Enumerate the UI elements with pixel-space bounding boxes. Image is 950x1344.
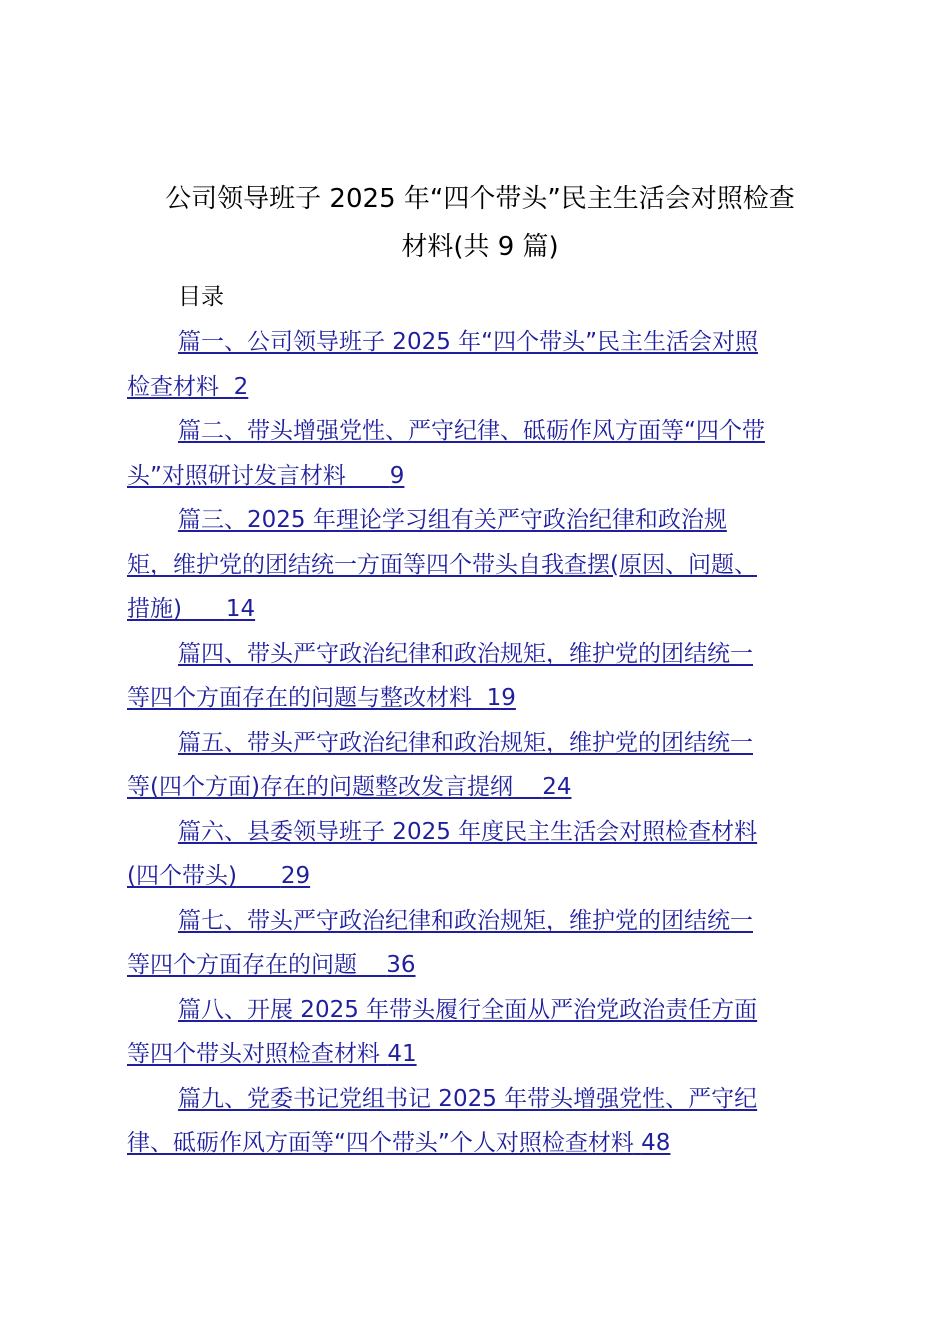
toc-entry-text: 矩，维护党的团结统一方面等四个带头自我查摆(原因、问题、 <box>127 551 757 578</box>
toc-entry-page-number: 9 <box>389 462 405 489</box>
toc-entry-text: 篇六、县委领导班子 2025 年度民主生活会对照检查材料 <box>178 818 758 845</box>
toc-entry-line <box>127 906 837 951</box>
toc-entry-line <box>127 505 837 550</box>
toc-entry-text: 篇二、带头增强党性、严守纪律、砥砺作风方面等“四个带 <box>178 418 765 444</box>
toc-entry-text: 检查材料 <box>127 373 219 400</box>
toc-entry-text: 篇三、2025 年理论学习组有关严守政治纪律和政治规 <box>178 507 727 533</box>
toc-entry-page-number: 48 <box>641 1130 671 1156</box>
toc-entry-link[interactable] <box>127 416 837 505</box>
toc-heading: 目录 <box>178 284 224 310</box>
toc-entry-line <box>127 728 837 773</box>
toc-entry-text: 律、砥砺作风方面等“四个带头”个人对照检查材料 <box>127 1130 634 1156</box>
document-title-line-1: 公司领导班子 2025 年“四个带头”民主生活会对照检查 <box>165 184 795 214</box>
toc-entry-text: 篇四、带头严守政治纪律和政治规矩，维护党的团结统一 <box>178 640 753 667</box>
toc-entry-line <box>127 861 837 906</box>
toc-entry-line <box>127 372 837 417</box>
toc-entry-link[interactable] <box>127 327 837 416</box>
toc-entry-line <box>127 995 837 1040</box>
toc-entry-line <box>127 1084 837 1129</box>
toc-entry-text: 头”对照研讨发言材料 <box>127 462 346 489</box>
toc-entry-line <box>127 950 837 995</box>
toc-entry-line <box>127 461 837 506</box>
toc-entry-text: 篇八、开展 2025 年带头履行全面从严治党政治责任方面 <box>178 996 758 1023</box>
toc-entry-page-number: 2 <box>233 373 249 400</box>
toc-entry-text: 篇一、公司领导班子 2025 年“四个带头”民主生活会对照 <box>178 329 758 355</box>
toc-entry-line <box>127 327 837 372</box>
toc-entry-link[interactable] <box>127 906 837 995</box>
toc-entry-line <box>127 683 837 728</box>
toc-entry-text: 等四个方面存在的问题 <box>127 952 357 978</box>
toc-entry-page-number: 29 <box>280 863 311 889</box>
toc-entry-page-number: 24 <box>542 774 572 800</box>
toc-entry-link[interactable] <box>127 1084 837 1173</box>
toc-entry-line <box>127 817 837 862</box>
toc-entry-gap <box>513 774 542 800</box>
toc-entry-gap <box>219 374 234 400</box>
toc-entry-page-number: 14 <box>225 596 256 622</box>
toc-entry-link[interactable] <box>127 817 837 906</box>
toc-entry-text: (四个带头) <box>127 863 237 889</box>
toc-entry-line <box>127 639 837 684</box>
toc-entry-page-number: 19 <box>486 685 516 711</box>
toc-entry-gap <box>357 952 386 978</box>
toc-entry-gap <box>472 685 487 711</box>
toc-entry-gap <box>237 863 281 889</box>
toc-entry-link[interactable] <box>127 505 837 639</box>
toc-entry-page-number: 41 <box>387 1041 417 1067</box>
toc-entry-page-number: 36 <box>386 952 416 978</box>
toc-entry-text: 篇七、带头严守政治纪律和政治规矩，维护党的团结统一 <box>178 907 753 934</box>
toc-entry-line <box>127 772 837 817</box>
document-title-line-2: 材料(共 9 篇) <box>401 232 559 262</box>
toc-entry-link[interactable] <box>127 728 837 817</box>
toc-entry-link[interactable] <box>127 639 837 728</box>
toc-entry-line <box>127 550 837 595</box>
toc-entry-text: 等(四个方面)存在的问题整改发言提纲 <box>127 774 513 800</box>
toc-entry-gap <box>346 463 390 489</box>
toc-entry-text: 篇五、带头严守政治纪律和政治规矩，维护党的团结统一 <box>178 729 753 756</box>
toc-entry-line <box>127 1039 837 1084</box>
toc-entry-line <box>127 416 837 461</box>
toc-entry-text: 等四个带头对照检查材料 <box>127 1041 380 1067</box>
toc-entry-link[interactable] <box>127 995 837 1084</box>
toc-entry-text: 篇九、党委书记党组书记 2025 年带头增强党性、严守纪 <box>178 1085 758 1112</box>
toc-entry-text: 等四个方面存在的问题与整改材料 <box>127 685 472 711</box>
toc-entry-line <box>127 594 837 639</box>
toc-entry-line <box>127 1128 837 1173</box>
toc-entry-gap <box>182 596 226 622</box>
toc-entry-text: 措施) <box>127 596 182 622</box>
